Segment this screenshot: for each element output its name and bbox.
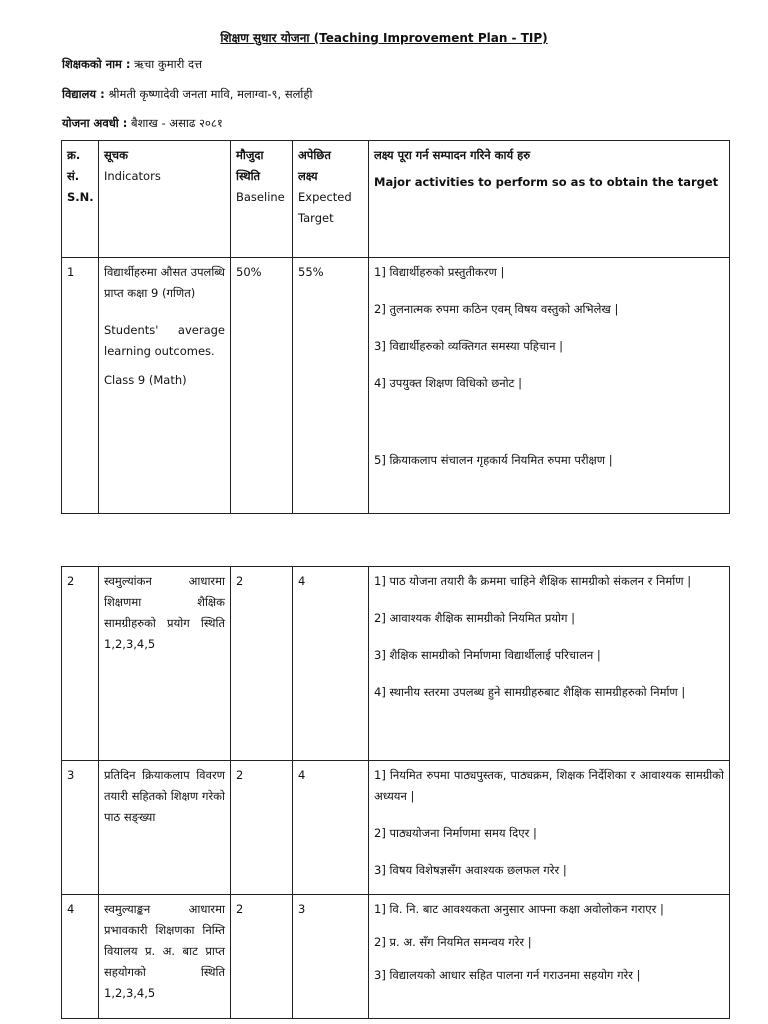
row3-baseline: 2: [231, 761, 293, 895]
row1-activity-1: 1] विद्यार्थीहरुको प्रस्तुतीकरण |: [374, 265, 505, 279]
school-label: विद्यालय :: [62, 87, 105, 101]
row1-target: 55%: [293, 258, 369, 514]
header-activities: [369, 141, 730, 258]
header-sn-np: क्र.: [67, 148, 81, 162]
row4-indicator: स्वमुल्याङ्कन आधारमा प्रभावकारी शिक्षणका निम्ति वियालय प्र. अ. बाट प्राप्त सहयोगको स्थिति 1,2,3,4,5: [99, 895, 231, 1019]
row2-activity-4: 4] स्थानीय स्तरमा उपलब्ध हुने सामग्रीहरुबाट शैक्षिक सामग्रीहरुको निर्माण |: [374, 685, 686, 699]
row3-target: 4: [293, 761, 369, 895]
row3-activity-3: 3] विषय विशेषज्ञसँग अवाश्यक छलफल गरेर |: [374, 863, 567, 877]
period-value: बैशाख - असाढ २०८१: [127, 116, 223, 130]
row1-activity-3: 3] विद्यार्थीहरुको व्यक्तिगत समस्या पहिचान |: [374, 339, 564, 353]
row3-activities: [369, 761, 730, 895]
row1-sn: 1: [62, 258, 99, 514]
row4-activity-1: 1] वि. नि. बाट आवश्यकता अनुसार आफ्ना कक्षा अवोलोकन गराएर |: [374, 902, 664, 916]
teacher-value: ऋचा कुमारी दत्त: [130, 57, 203, 71]
header-ind-np: सूचक: [104, 148, 128, 162]
row2-activity-2: 2] आवाश्यक शैक्षिक सामग्रीको नियमित प्रयोग |: [374, 611, 576, 625]
header-base-np: मौजुदा: [236, 148, 264, 162]
row4-activities: [369, 895, 730, 1019]
row2-baseline: 2: [231, 567, 293, 761]
header-base-en: Baseline: [236, 190, 285, 204]
row1-activity-2: 2] तुलनात्मक रुपमा कठिन एवम् विषय वस्तुको अभिलेख |: [374, 302, 619, 316]
row3-activity-1: 1] नियमित रुपमा पाठ्यपुस्तक, पाठ्यक्रम, शिक्षक निर्देशिका र आवाश्यक सामग्रीको अध्ययन |: [374, 768, 724, 803]
teacher-name-line: [62, 57, 202, 72]
table-row: [62, 895, 730, 1019]
school-value: श्रीमती कृष्णादेवी जनता मावि, मलाग्वा-९, सर्लाही: [104, 87, 313, 101]
header-baseline: [231, 141, 293, 258]
row1-activity-4: 4] उपयुक्त शिक्षण विधिको छनोट |: [374, 376, 522, 390]
row1-activities: [369, 258, 730, 514]
row1-ind-np: विद्यार्थीहरुमा औसत उपलब्धि प्राप्त कक्षा 9 (गणित): [104, 265, 225, 300]
row2-indicator: स्वमुल्यांकन आधारमा शिक्षणमा शैक्षिक सामग्रीहरुको प्रयोग स्थिति 1,2,3,4,5: [99, 567, 231, 761]
table-row: [62, 761, 730, 895]
row1-baseline: 50%: [231, 258, 293, 514]
row2-target: 4: [293, 567, 369, 761]
row2-activity-1: 1] पाठ योजना तयारी कै क्रममा चाहिने शैक्षिक सामग्रीको संकलन र निर्माण |: [374, 574, 692, 588]
header-base-np2: स्थिति: [236, 169, 261, 183]
header-sn-np2: सं.: [67, 169, 80, 183]
row1-ind-en2: Class 9 (Math): [104, 373, 187, 387]
header-sn-en: S.N.: [67, 190, 94, 204]
row2-sn: 2: [62, 567, 99, 761]
row4-baseline: 2: [231, 895, 293, 1019]
row1-indicator: [99, 258, 231, 514]
row4-activity-2: 2] प्र. अ. सँग नियमित समन्वय गरेर |: [374, 935, 532, 949]
table-header-row: [62, 141, 730, 258]
table-row: [62, 567, 730, 761]
header-target-en2: Target: [298, 211, 334, 225]
header-sn: [62, 141, 99, 258]
row4-target: 3: [293, 895, 369, 1019]
table-row: [62, 258, 730, 514]
period-label: योजना अवधी :: [62, 116, 128, 130]
plan-period-line: [62, 116, 223, 131]
teacher-label: शिक्षकको नाम :: [62, 57, 131, 71]
row1-ind-en: Students' average learning outcomes.: [104, 323, 225, 358]
document-title: शिक्षण सुधार योजना (Teaching Improvement Plan - TIP): [220, 31, 548, 45]
row1-activity-5: 5] क्रियाकलाप संचालन गृहकार्य नियमित रुपमा परीक्षण |: [374, 453, 613, 467]
school-line: [62, 87, 312, 102]
row2-activity-3: 3] शैक्षिक सामग्रीको निर्माणमा विद्यार्थीलाई परिचालन |: [374, 648, 601, 662]
header-act-np: लक्ष्य पूरा गर्न सम्पादन गरिने कार्य हरु: [374, 148, 531, 162]
header-target-en: Expected: [298, 190, 352, 204]
header-act-en: Major activities to perform so as to obtain the target: [374, 175, 719, 189]
header-indicators: [99, 141, 231, 258]
row2-activities: [369, 567, 730, 761]
row3-indicator: प्रतिदिन क्रियाकलाप विवरण तयारी सहितको शिक्षण गरेको पाठ सङ्ख्या: [99, 761, 231, 895]
header-ind-en: Indicators: [104, 169, 161, 183]
row3-sn: 3: [62, 761, 99, 895]
tip-table-part2: [61, 566, 730, 1019]
header-target-np2: लक्ष्य: [298, 169, 318, 183]
row4-activity-3: 3] विद्यालयको आधार सहित पालना गर्न गराउनमा सहयोग गरेर |: [374, 968, 641, 982]
header-target: [293, 141, 369, 258]
header-target-np: अपेछित: [298, 148, 331, 162]
row4-sn: 4: [62, 895, 99, 1019]
row3-activity-2: 2] पाठ्ययोजना निर्माणमा समय दिएर |: [374, 826, 537, 840]
tip-table-part1: [61, 140, 730, 514]
